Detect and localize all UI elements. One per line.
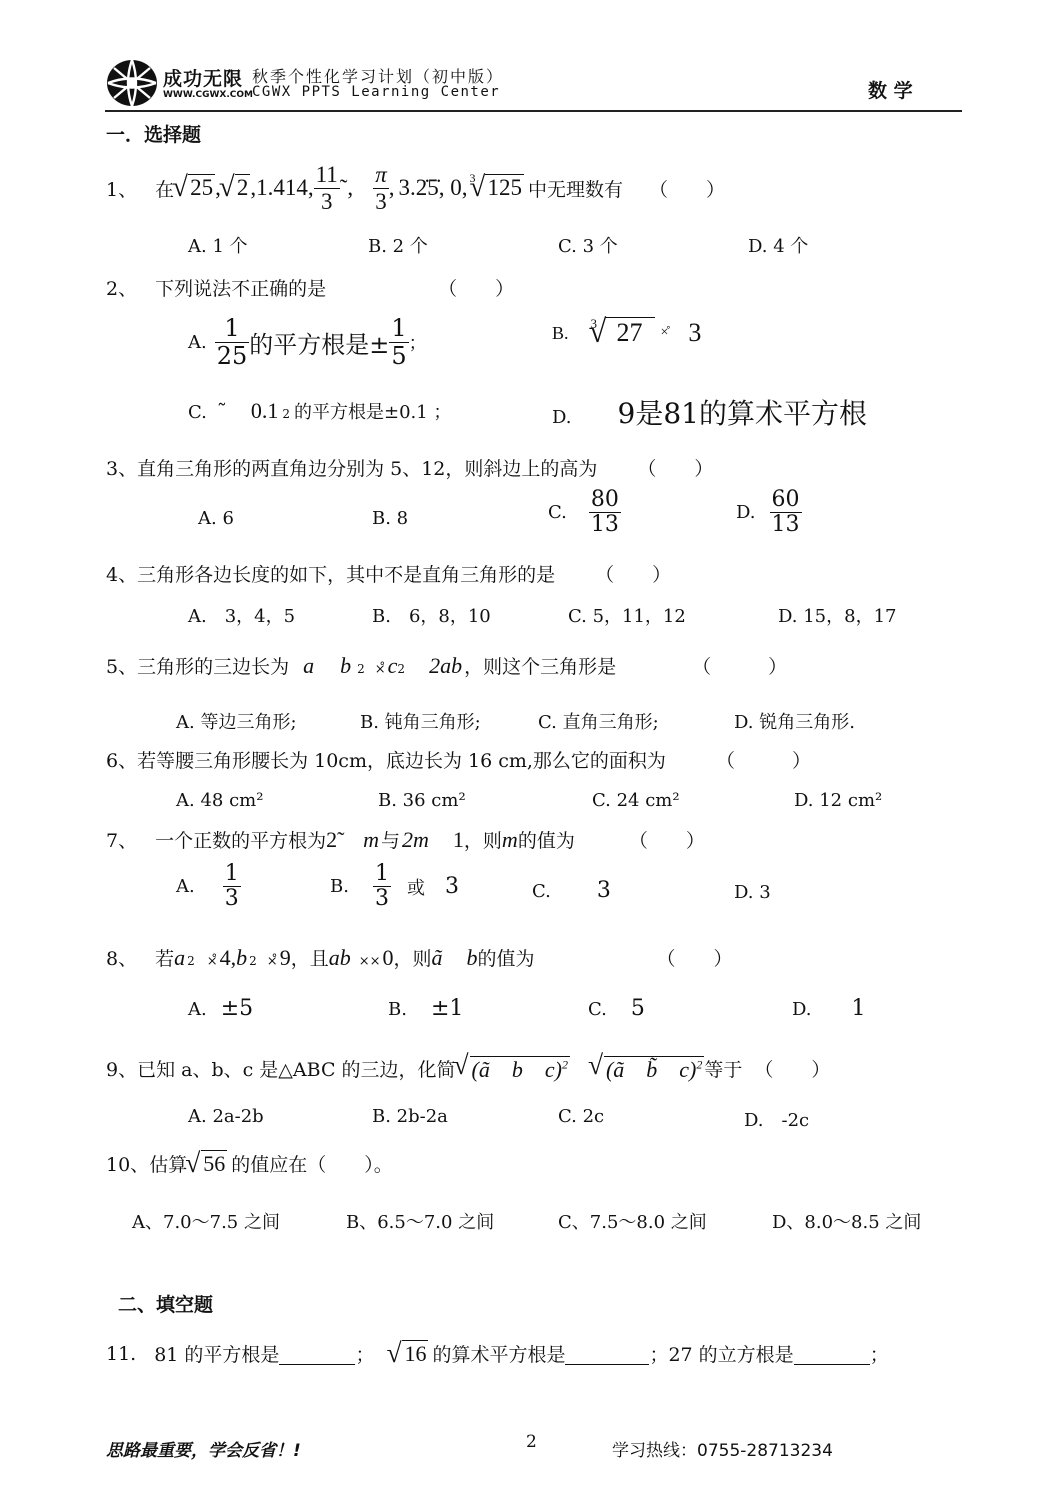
q2-option-b: B. 3 √ 27 ×̊ 3 [552,318,701,348]
answer-paren: （ ） [595,564,672,586]
question-4 [106,560,671,587]
radical-2: √ (ã b̃ c)$^2$ [590,1053,704,1084]
fraction-pi-3: $\frac{\pi}{3}$ [375,162,387,214]
q4-option-d: D. 15，8，17 [778,606,897,627]
q4-option-a: A. 3，4，5 [188,606,296,627]
value-zero: , 0, [438,175,468,200]
question-suffix: 中无理数有 [527,178,623,201]
question-6 [106,746,811,773]
logo-name: 成功无限 [163,68,244,90]
section-title-choice: 一．选择题 [106,124,202,146]
question-7: 7、 一个正数的平方根为 2̃ m 与 2m 1 ，则 m 的值为 （ ） [106,827,705,852]
q6-option-a: A. 48 cm² [176,790,264,811]
question-number: 9、 [106,1058,138,1081]
q1-option-c: C. 3 个 [558,236,618,257]
q10-option-c: C、7.5～8.0 之间 [558,1212,707,1233]
question-text: 三角形的三边长为 [137,656,290,678]
q2-option-c: C. ˜ 0.1 2 的平方根是±0.1 ； [188,398,452,423]
radical-1: √ (ã b c)$^2$ [456,1053,570,1084]
q10-option-a: A、7.0～7.5 之间 [132,1212,280,1233]
question-3 [106,454,713,481]
question-text: 一个正数的平方根为 [155,830,327,852]
question-5: 5、 三角形的三边长为 a b 2 ×̊ c 2 2ab ，则这个三角形是 （ ） [106,653,788,678]
question-prefix: 在 [155,178,175,201]
question-8: 8、 若 a 2 ×̊ 4, b 2 ×̊ 9 ，且 ab ×× 0 ，则 ã b 的值为 （ ） [106,945,733,970]
answer-paren: （ ） [715,750,811,772]
q1-option-d: D. 4 个 [748,236,809,257]
answer-paren: （ ） [754,1058,831,1081]
q5-option-a: A. 等边三角形; [176,712,297,733]
header-rule [105,110,962,112]
math-c: c [387,653,398,678]
q10-option-b: B、6.5～7.0 之间 [346,1212,495,1233]
q2-option-a: A. $\frac{1}{25}$ 的平方根是± $\frac{1}{5}$ ； [188,314,427,370]
q8-option-c: C. 5 [588,996,645,1021]
program-subtitle: CGWX PPTS Learning Center [252,84,501,100]
q2-option-d: D. 9是81的算术平方根 [552,397,867,430]
answer-paren: （ ） [648,178,725,201]
logo-emblem-icon [106,58,158,108]
repeating-decimal: 3.25 [398,175,439,200]
q3-option-d: D. $\frac{60}{13}$ [736,487,800,538]
footer-hotline: 学习热线：0755-28713234 [612,1441,833,1461]
q7-option-d: D. 3 [734,882,771,903]
math-b: b [340,653,352,678]
q3-option-b: B. 8 [372,508,409,529]
q9-option-b: B. 2b-2a [372,1106,448,1127]
question-number: 4、 [106,564,138,586]
q6-option-c: C. 24 cm² [592,790,680,811]
question-1: 1、 在 √ 25 , √ 2 , 1.414, $\frac{11}{3}$ ˜, $\frac{\pi}{3}$ , 3.25 , 0, 3 √ 125 中无理数有 （ ） [106,158,725,218]
question-text: 若等腰三角形腰长为 10cm，底边长为 16 cm,那么它的面积为 [137,750,666,772]
question-suffix: ，则这个三角形是 [464,656,617,678]
question-9: 9、 已知 a、b、c 是△ABC 的三边，化简 √ (ã b c)$^2$ √ (ã b̃ c)$^2$ 等于 （ ） [106,1044,830,1092]
question-11: 11. 81 的平方根是 ； √ 16 的算术平方根是 ；27 的立方根是 ； [106,1340,889,1367]
math-2ab: 2ab [429,653,463,678]
cbrt-125: 3 √ 125 [467,175,524,201]
question-text: 已知 a、b、c 是△ABC 的三边，化简 [137,1058,456,1081]
question-number: 8、 [106,948,138,970]
math-a: a [303,653,315,678]
q7-option-c: C. 3 [532,878,611,903]
program-title: 秋季个性化学习计划（初中版） [252,67,505,86]
q4-option-b: B. 6，8，10 [372,606,491,627]
question-number: 5、 [106,656,138,678]
q1-option-b: B. 2 个 [368,236,428,257]
answer-blank-1[interactable] [279,1342,355,1365]
q8-option-d: D. 1 [792,996,866,1021]
q5-option-b: B. 钝角三角形; [360,712,481,733]
question-2 [106,274,514,301]
fraction-11-3: $\frac{11}{3}$ [315,162,338,214]
question-number: 2、 [106,278,138,300]
q9-option-d: D. -2c [744,1110,810,1131]
q7-option-b: B. $\frac{1}{3}$ 或 3 [330,861,459,912]
value-1414: 1.414, [256,175,314,200]
answer-blank-2[interactable] [565,1342,649,1365]
question-text: 直角三角形的两直角边分别为 5、12，则斜边上的高为 [137,458,598,480]
q6-option-b: B. 36 cm² [378,790,466,811]
answer-paren: （ ） [438,278,515,300]
question-number: 7、 [106,830,138,852]
page-number: 2 [526,1432,537,1452]
question-number: 1、 [106,178,138,201]
answer-paren: （ ） [628,830,705,852]
question-number: 3、 [106,458,138,480]
q9-option-c: C. 2c [558,1106,605,1127]
sqrt-56: √ 56 [187,1151,227,1177]
question-number: 10、 [106,1154,150,1176]
sqrt-25: √ 25 [174,175,215,201]
q8-option-b: B. ±1 [388,996,464,1021]
question-number: 11. [106,1342,137,1365]
q4-option-c: C. 5，11，12 [568,606,686,627]
answer-paren: （ ） [692,656,788,678]
q1-option-a: A. 1 个 [188,236,248,257]
sqrt-16: √ 16 [388,1341,428,1367]
q5-option-d: D. 锐角三角形. [734,712,855,733]
question-10: 10、 估算 √ 56 的值应在（ ）。 [106,1150,393,1177]
answer-paren: （ ） [637,458,714,480]
q5-option-c: C. 直角三角形; [538,712,659,733]
question-text: 三角形各边长度的如下，其中不是直角三角形的是 [137,564,556,586]
q9-option-a: A. 2a-2b [188,1106,264,1127]
subject-label: 数 学 [868,80,913,102]
footer-slogan: 思路最重要，学会反省！! [106,1441,301,1461]
q7-option-a: A. $\frac{1}{3}$ [176,861,239,912]
question-number: 6、 [106,750,138,772]
q3-option-c: C. $\frac{80}{13}$ [548,487,619,538]
section-title-fill: 二、填空题 [118,1294,214,1316]
q6-option-d: D. 12 cm² [794,790,883,811]
q10-option-d: D、8.0～8.5 之间 [772,1212,922,1233]
logo-url: WWW.CGWX.COM [163,90,253,100]
answer-blank-3[interactable] [794,1342,870,1365]
question-text: 下列说法不正确的是 [155,278,327,300]
answer-paren: （ ） [656,948,733,970]
sqrt-2: √ 2 [221,175,251,201]
q3-option-a: A. 6 [198,508,234,529]
q8-option-a: A. ±5 [188,996,254,1021]
